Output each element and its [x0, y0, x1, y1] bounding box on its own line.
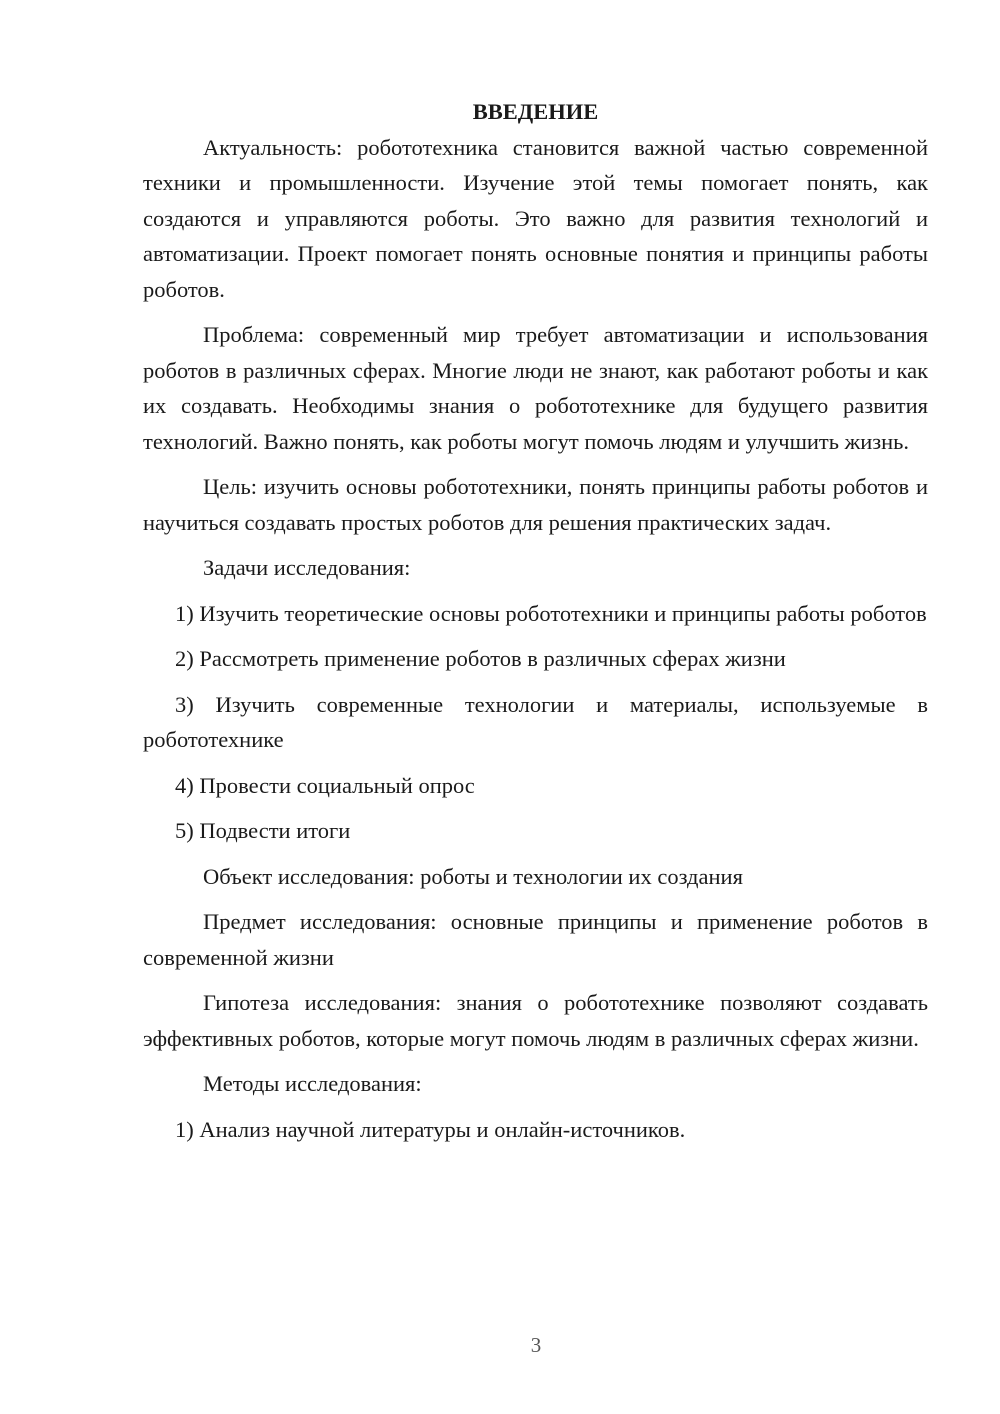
task-item-1: 1) Изучить теоретические основы робототехники и принципы работы роботов: [175, 600, 927, 626]
page-number: 3: [530, 1333, 542, 1357]
page-content: [143, 94, 928, 1157]
tasks-title: Задачи исследования:: [203, 555, 411, 580]
subject-paragraph: Предмет исследования: основные принципы и применение роботов в современной жизни: [143, 909, 928, 970]
method-item-1: 1) Анализ научной литературы и онлайн-источников.: [175, 1116, 686, 1142]
task-item-4: 4) Провести социальный опрос: [175, 772, 475, 798]
task-item-2: 2) Рассмотреть применение роботов в различных сферах жизни: [175, 646, 786, 671]
hypothesis-paragraph: Гипотеза исследования: знания о робототехнике позволяют создавать эффективных роботов, которые могут помочь людям в различных сферах жизни.: [143, 990, 928, 1051]
problem-paragraph: Проблема: современный мир требует автоматизации и использования роботов в различных сферах. Многие люди не знают, как работают роботы и как их создавать. Необходимы знания о робототехнике для будущего развития технологий. Важно понять, как роботы могут помочь людям и улучшить жизнь.: [143, 322, 928, 454]
relevance-paragraph: Актуальность: робототехника становится важной частью современной техники и промышленности. Изучение этой темы помогает понять, как создаются и управляются роботы. Это важно для развития технологий и автоматизации. Проект помогает понять основные понятия и принципы работы роботов.: [143, 134, 928, 302]
goal-paragraph: Цель: изучить основы робототехники, понять принципы работы роботов и научиться создавать простых роботов для решения практических задач.: [143, 474, 928, 535]
task-item-5: 5) Подвести итоги: [175, 818, 351, 843]
section-heading: ВВЕДЕНИЕ: [472, 99, 599, 124]
task-item-3: 3) Изучить современные технологии и материалы, используемые в робототехнике: [143, 691, 928, 752]
methods-title: Методы исследования:: [203, 1071, 422, 1096]
object-paragraph: Объект исследования: роботы и технологии их создания: [203, 863, 743, 889]
